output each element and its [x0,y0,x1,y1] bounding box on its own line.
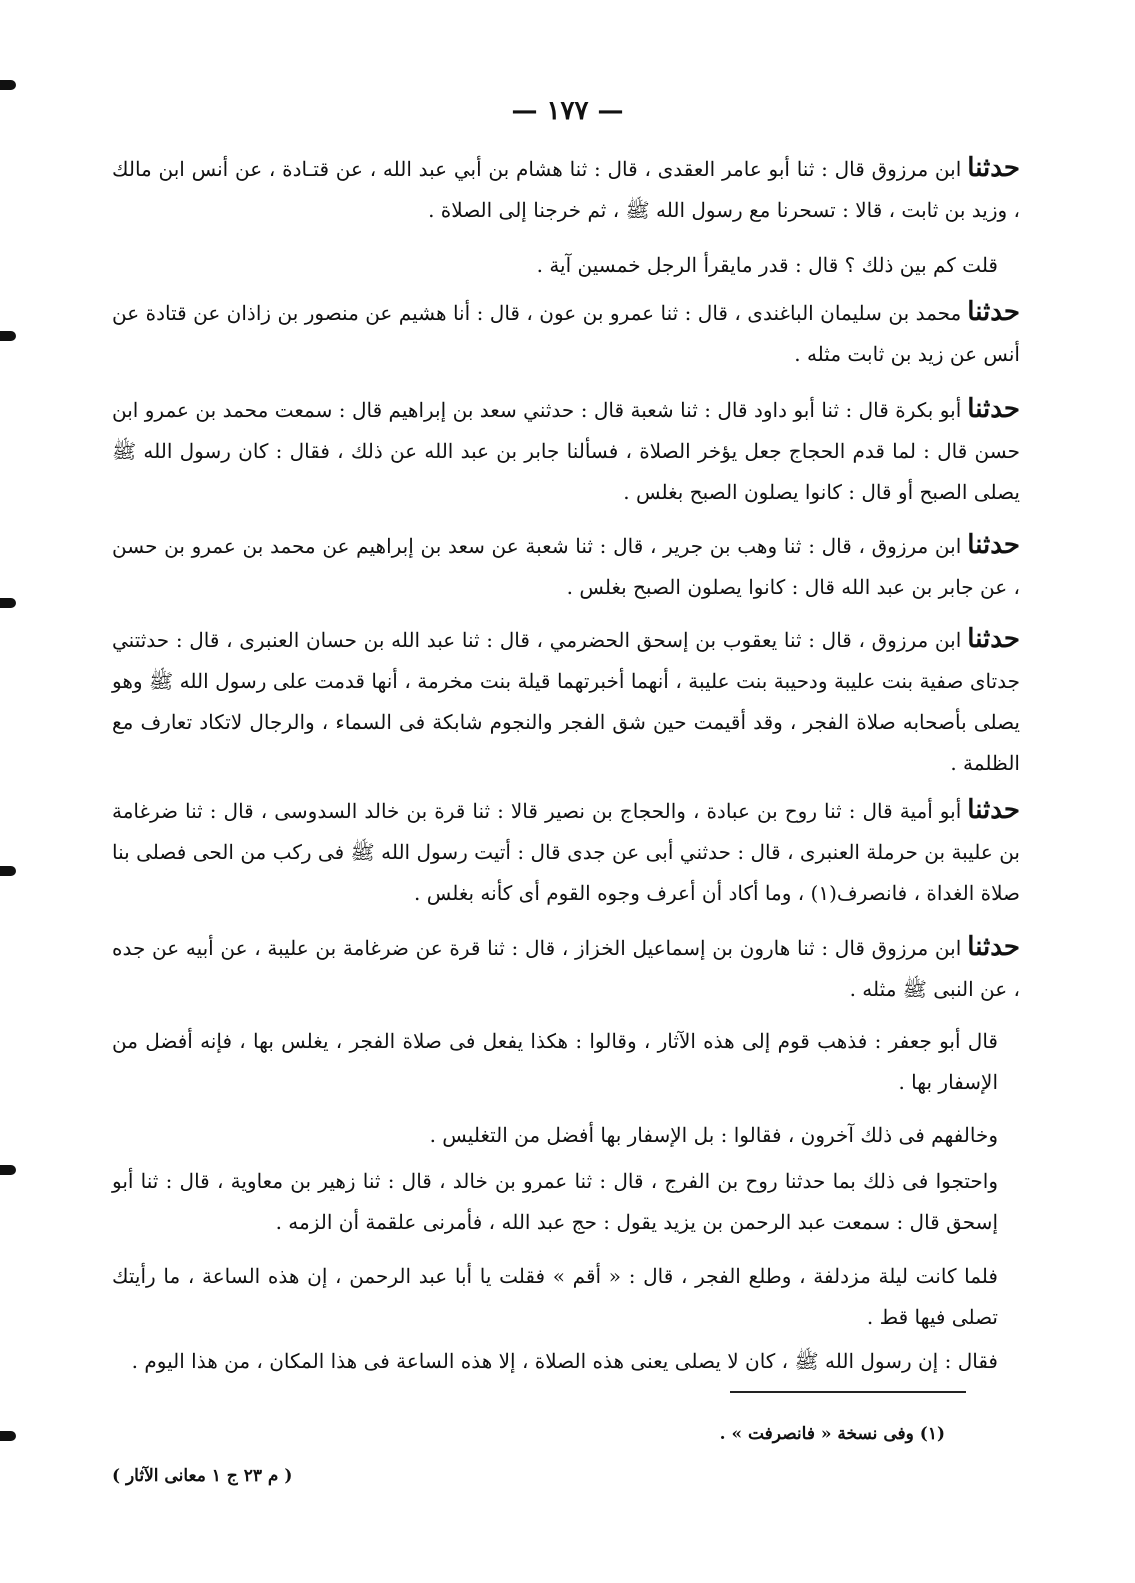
paragraph-1 [112,148,1020,231]
paragraph-12 [112,1256,1020,1338]
paragraph-text: فلما كانت ليلة مزدلفة ، وطلع الفجر ، قال : « أقم » فقلت يا أبا عبد الرحمن ، إن هذه الساعة ، ما رأيتك تصلى فيها قط . [112,1264,998,1329]
keyword-haddathana: حدثنا [967,624,1020,654]
paragraph-text: ابن مرزوق قال : ثنا أبو عامر العقدى ، قال : ثنا هشام بن أبي عبد الله ، عن قتـادة ، عن أنس ابن مالك ، وزيد بن ثابت ، قالا : تسحرنا مع رسول الله ﷺ ، ثم خرجنا إلى الصلاة . [112,157,1020,222]
keyword-haddathana: حدثنا [967,795,1020,825]
paragraph-text: أبو بكرة قال : ثنا أبو داود قال : ثنا شعبة قال : حدثني سعد بن إبراهيم قال : سمعت محمد بن عمرو ابن حسن قال : لما قدم الحجاج جعل يؤخر الصلاة ، فسألنا جابر بن عبد الله عن ذلك ، فقال : كان رسول الله ﷺ يصلى الصبح أو قال : كانوا يصلون الصبح بغلس . [112,398,1020,504]
page-number: — ١٧٧ — [511,96,624,126]
paragraph-10 [112,1115,1020,1156]
footnote-divider [730,1391,966,1393]
paragraph-8 [112,927,1020,1010]
paragraph-text: وخالفهم فى ذلك آخرون ، فقالوا : بل الإسفار بها أفضل من التغليس . [429,1123,998,1147]
keyword-haddathana: حدثنا [967,932,1020,962]
paragraph-text: فقال : إن رسول الله ﷺ ، كان لا يصلى يعنى هذه الصلاة ، إلا هذه الساعة فى هذا المكان ، من هذا اليوم . [131,1349,998,1373]
scan-edge-mark [0,866,16,876]
paragraph-9 [112,1021,1020,1103]
paragraph-text: قال أبو جعفر : فذهب قوم إلى هذه الآثار ، وقالوا : هكذا يفعل فى صلاة الفجر ، يغلس بها ، فإنه أفضل من الإسفار بها . [112,1029,998,1094]
paragraph-11 [112,1161,1020,1243]
scan-edge-mark [0,80,16,90]
footnote: (١) وفى نسخة « فانصرفت » . [719,1424,945,1444]
scan-edge-mark [0,598,16,608]
paragraph-5 [112,525,1020,608]
paragraph-text: ابن مرزوق قال : ثنا هارون بن إسماعيل الخزاز ، قال : ثنا قرة عن ضرغامة بن عليبة ، عن أبيه عن جده ، عن النبى ﷺ مثله . [112,936,1020,1001]
keyword-haddathana: حدثنا [967,297,1020,327]
scan-edge-mark [0,331,16,341]
paragraph-4 [112,389,1020,513]
paragraph-text: واحتجوا فى ذلك بما حدثنا روح بن الفرج ، قال : ثنا عمرو بن خالد ، قال : ثنا زهير بن معاوية ، قال : ثنا أبو إسحق قال : سمعت عبد الرحمن بن يزيد يقول : حج عبد الله ، فأمرنى علقمة أن الزمه . [112,1169,998,1234]
paragraph-3 [112,292,1020,375]
paragraph-text: محمد بن سليمان الباغندى ، قال : ثنا عمرو بن عون ، قال : أنا هشيم عن منصور بن زاذان عن قتادة عن أنس عن زيد بن ثابت مثله . [112,301,1020,366]
paragraph-7 [112,790,1020,914]
paragraph-2 [112,245,1020,286]
keyword-haddathana: حدثنا [967,530,1020,560]
paragraph-text: ابن مرزوق ، قال : ثنا وهب بن جرير ، قال : ثنا شعبة عن سعد بن إبراهيم عن محمد بن عمرو بن حسن ، عن جابر بن عبد الله قال : كانوا يصلون الصبح بغلس . [112,534,1020,599]
scan-edge-mark [0,1165,16,1175]
printer-signature: ( م ٢٣ ج ١ معانى الآثار ) [112,1466,293,1486]
paragraph-text: ابن مرزوق ، قال : ثنا يعقوب بن إسحق الحضرمي ، قال : ثنا عبد الله بن حسان العنبرى ، قال : حدثتني جدتاى صفية بنت عليبة ودحيبة بنت عليبة ، أنهما أخبرتهما قيلة بنت مخرمة ، أنها قدمت على رسول الله ﷺ وهو يصلى بأصحابه صلاة الفجر ، وقد أقيمت حين شق الفجر والنجوم شابكة فى السماء ، والرجال لاتكاد تعارف مع الظلمة . [112,628,1020,775]
paragraph-6 [112,619,1020,784]
paragraph-text: أبو أمية قال : ثنا روح بن عبادة ، والحجاج بن نصير قالا : ثنا قرة بن خالد السدوسى ، قال : ثنا ضرغامة بن عليبة بن حرملة العنبرى ، قال : حدثني أبى عن جدى قال : أتيت رسول الله ﷺ فى ركب من الحى فصلى بنا صلاة الغداة ، فانصرف(١) ، وما أكاد أن أعرف وجوه القوم أى كأنه بغلس . [112,799,1020,905]
paragraph-13 [112,1341,1020,1382]
scan-edge-mark [0,1431,16,1441]
keyword-haddathana: حدثنا [967,394,1020,424]
paragraph-text: قلت كم بين ذلك ؟ قال : قدر مايقرأ الرجل خمسين آية . [536,253,998,277]
keyword-haddathana: حدثنا [967,153,1020,183]
